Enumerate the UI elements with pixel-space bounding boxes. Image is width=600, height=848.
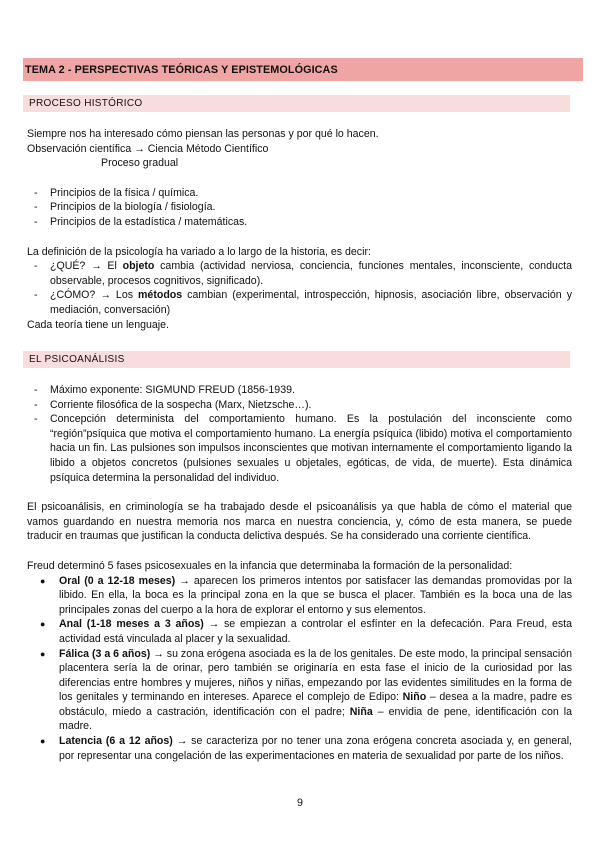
section-psicoanalisis xyxy=(27,383,572,763)
principles-list xyxy=(27,186,572,230)
list-item: - Máximo exponente: SIGMUND FREUD (1856-1939. xyxy=(34,384,295,396)
gradual-process-line: Proceso gradual xyxy=(101,157,179,170)
chapter-title: TEMA 2 - PERSPECTIVAS TEÓRICAS Y EPISTEMOLÓGICAS xyxy=(23,58,583,81)
criminology-paragraph: El psicoanálisis, en criminología se ha trabajado desde el psicoanálisis ya que habla de cómo el material que vamos guardando en nuestra memoria nos marca en nuestra conciencia, y, cómo de esta manera, se puede traducir en traumas que justifican la conducta delictiva después. Se ha considerado una corriente científica. xyxy=(27,501,572,543)
intro-line: Siempre nos ha interesado cómo piensan las personas y por qué lo hacen. xyxy=(27,128,379,140)
list-item: - Corriente filosófica de la sospecha (Marx, Nietzsche…). xyxy=(34,398,312,411)
list-item: - ¿QUÉ? → El objeto cambia (actividad nerviosa, conciencia, funciones mentales, inconsciente, conducta observable, procesos cognitivos, significado). xyxy=(34,260,572,287)
observation-line: Observación científica → Ciencia Método Científico xyxy=(27,142,269,155)
section-heading-psicoanalisis: EL PSICOANÁLISIS xyxy=(23,351,570,368)
list-item: - Principios de la física / química. xyxy=(34,186,199,199)
phases-intro: Freud determinó 5 fases psicosexuales en la infancia que determinaba la formación de la personalidad: xyxy=(27,559,513,572)
psychoanalysis-list xyxy=(27,383,572,485)
phase-latencia: ● Latencia (6 a 12 años) → se caracteriza por no tener una zona erógena concreta asociada y, en general, por representar una congelación de las experimentaciones en materia de sexualidad por parte de los niños. xyxy=(40,735,572,762)
phase-anal: ● Anal (1-18 meses a 3 años) → se empiezan a controlar el esfínter en la defecación. Para Freud, esta actividad está vinculada al placer y la sexualidad. xyxy=(40,618,572,645)
phases-list xyxy=(27,574,572,764)
section-proceso-historico xyxy=(27,127,572,332)
list-item: - Principios de la biología / fisiología. xyxy=(34,201,216,214)
phase-falica: ● Fálica (3 a 6 años) → su zona erógena asociada es la de los genitales. De este modo, la principal sensación placentera sería la de orinar, pero también se originaría en esta fase el inicio de la curiosidad por las diferencias entre hombres y mujeres, niños y niñas, empezando por las evidentes similitudes en la forma de los genitales y terminando en intereses. Aparece el complejo de Edipo: Niño – desea a la madre, padre es obstáculo, miedo a castración, identificación con el padre; Niña – envidia de pene, identificación con la madre. xyxy=(40,647,573,733)
list-item: - ¿CÓMO? → Los métodos cambian (experimental, introspección, hipnosis, asociación libre, observación y mediación, conversación) xyxy=(34,289,572,316)
definition-intro: La definición de la psicología ha variado a lo largo de la historia, es decir: xyxy=(27,245,371,258)
list-item: - Principios de la estadística / matemáticas. xyxy=(34,215,248,228)
phase-oral: ● Oral (0 a 12-18 meses) → aparecen los primeros intentos por satisfacer las demandas promovidas por la libido. En ella, la boca es la principal zona en la que se busca el placer. También es la boca una de las principales zonas del cuerpo a la hora de explorar el entorno y sus elementos. xyxy=(40,574,572,616)
list-item: - Concepción determinista del comportamiento humano. Es la postulación del inconsciente como “región”psíquica que motiva el comportamiento humano. La energía psíquica (libido) motiva el comportamiento hacia un fin. Las pulsiones son impulsos inconscientes que motivan internamente el comportamiento ligando la libido a objetos concretos (pulsiones sexuales u objetales, egóticas, de vida, de muerte). Esta dinámica psíquica determina la personalidad del individuo. xyxy=(34,413,572,484)
section-heading-proceso-historico: PROCESO HISTÓRICO xyxy=(23,95,570,112)
page-number: 9 xyxy=(297,797,303,809)
definition-list xyxy=(27,259,572,317)
closing-line: Cada teoría tiene un lenguaje. xyxy=(27,318,169,331)
